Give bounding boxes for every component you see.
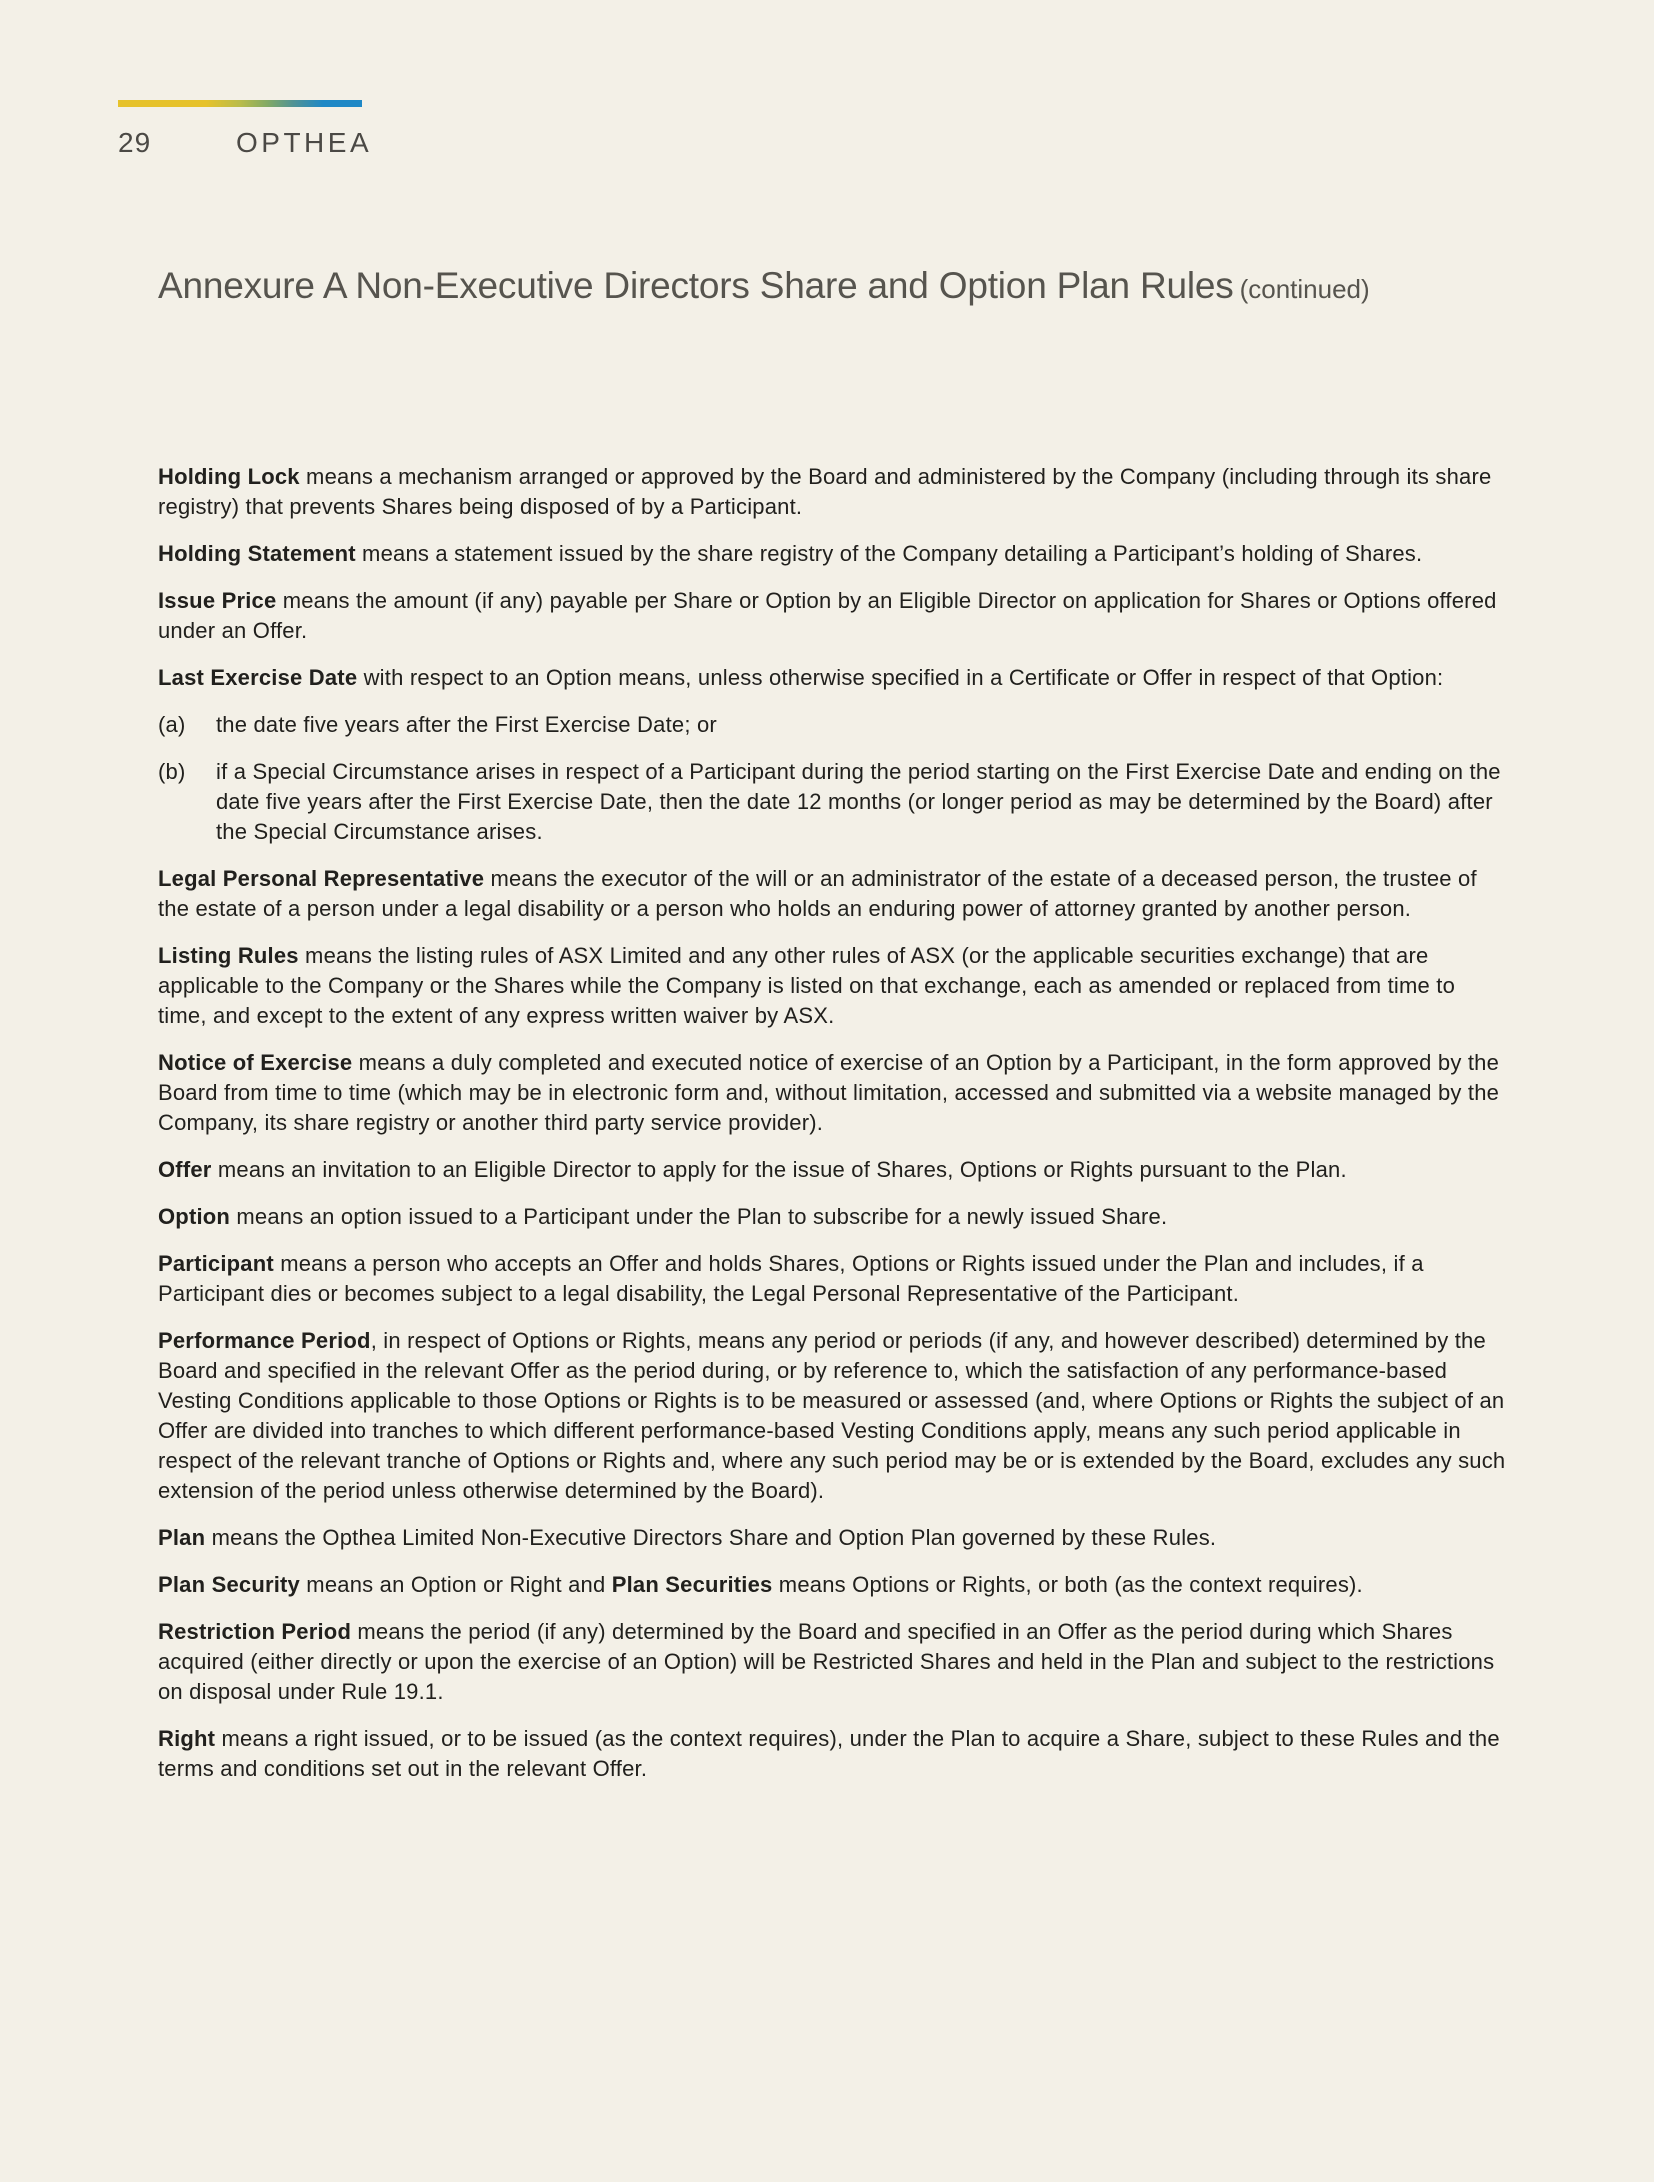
definition-text: means the executor of the will or an administrator of the estate of a deceased person, the trustee of the estate of a person under a legal disability or a person who holds an enduring power of attorney granted by another person. xyxy=(158,866,1477,921)
defined-term: Option xyxy=(158,1204,231,1229)
definition-text: with respect to an Option means, unless otherwise specified in a Certificate or Offer in respect of that Option: xyxy=(357,665,1444,690)
definition-paragraph xyxy=(158,1570,1508,1600)
definition-text: means an option issued to a Participant under the Plan to subscribe for a newly issued Share. xyxy=(230,1204,1168,1229)
definition-paragraph xyxy=(158,1724,1508,1784)
definition-list-item xyxy=(158,710,1508,740)
definition-text: means the amount (if any) payable per Share or Option by an Eligible Director on application for Shares or Options offered under an Offer. xyxy=(158,588,1497,643)
definition-text: means the listing rules of ASX Limited and any other rules of ASX (or the applicable securities exchange) that are applicable to the Company or the Shares while the Company is listed on that exchange, each as amended or replaced from time to time, and except to the extent of any express written waiver by ASX. xyxy=(158,943,1456,1028)
defined-term: Participant xyxy=(158,1251,274,1276)
definition-paragraph xyxy=(158,1617,1508,1707)
definition-paragraph xyxy=(158,864,1508,924)
definition-paragraph xyxy=(158,663,1508,693)
defined-term: Plan Security xyxy=(158,1572,300,1597)
brand-logo: OPTHEA xyxy=(236,127,373,158)
definition-paragraph xyxy=(158,941,1508,1031)
definition-text: means a mechanism arranged or approved by the Board and administered by the Company (including through its share registry) that prevents Shares being disposed of by a Participant. xyxy=(158,464,1492,519)
defined-term: Listing Rules xyxy=(158,943,299,968)
definition-paragraph xyxy=(158,1523,1508,1553)
defined-term: Holding Lock xyxy=(158,464,300,489)
definition-paragraph xyxy=(158,539,1508,569)
brand-gradient-bar xyxy=(118,100,362,107)
list-item-text: if a Special Circumstance arises in respect of a Participant during the period starting on the First Exercise Date and ending on the date five years after the First Exercise Date, then the date 12 months (or longer period as may be determined by the Board) after the Special Circumstance arises. xyxy=(216,759,1501,844)
definition-text: means a person who accepts an Offer and holds Shares, Options or Rights issued under the Plan and includes, if a Participant dies or becomes subject to a legal disability, the Legal Personal Representative of the Participant. xyxy=(158,1251,1424,1306)
defined-term: Last Exercise Date xyxy=(158,665,358,690)
definition-paragraph xyxy=(158,1155,1508,1185)
definition-text: means a duly completed and executed notice of exercise of an Option by a Participant, in the form approved by the Board from time to time (which may be in electronic form and, without limitation, accessed and submitted via a website managed by the Company, its share registry or another third party service provider). xyxy=(158,1050,1500,1135)
definition-text: means a statement issued by the share registry of the Company detailing a Participant’s holding of Shares. xyxy=(355,541,1423,566)
defined-term: Offer xyxy=(158,1157,212,1182)
defined-term: Legal Personal Representative xyxy=(158,866,485,891)
page-title-text: Annexure A Non-Executive Directors Share and Option Plan Rules xyxy=(158,265,1234,306)
definition-text: means a right issued, or to be issued (as the context requires), under the Plan to acquire a Share, subject to these Rules and the terms and conditions set out in the relevant Offer. xyxy=(158,1726,1500,1781)
definition-paragraph xyxy=(158,462,1508,522)
list-item-text: the date five years after the First Exercise Date; or xyxy=(216,712,717,737)
definition-text: , in respect of Options or Rights, means any period or periods (if any, and however described) determined by the Board and specified in the relevant Offer as the period during, or by reference to, which the satisfaction of any performance-based Vesting Conditions applicable to those Options or Rights is to be measured or assessed (and, where Options or Rights the subject of an Offer are divided into tranches to which different performance-based Vesting Conditions apply, means any such period applicable in respect of the relevant tranche of Options or Rights and, where any such period may be or is extended by the Board, excludes any such extension of the period unless otherwise determined by the Board). xyxy=(158,1328,1506,1503)
page-number: 29 xyxy=(118,127,152,158)
defined-term: Issue Price xyxy=(158,588,277,613)
definition-paragraph xyxy=(158,1048,1508,1138)
definition-paragraph xyxy=(158,1202,1508,1232)
definition-paragraph xyxy=(158,1249,1508,1309)
defined-term: Plan Securities xyxy=(611,1572,773,1597)
defined-term: Notice of Exercise xyxy=(158,1050,353,1075)
defined-term: Right xyxy=(158,1726,216,1751)
definition-text: means the period (if any) determined by the Board and specified in an Offer as the period during which Shares acquired (either directly or upon the exercise of an Option) will be Restricted Shares and held in the Plan and subject to the restrictions on disposal under Rule 19.1. xyxy=(158,1619,1495,1704)
definition-text: means the Opthea Limited Non-Executive Directors Share and Option Plan governed by these Rules. xyxy=(205,1525,1217,1550)
definition-paragraph xyxy=(158,586,1508,646)
list-item-label: (a) xyxy=(158,712,186,737)
definition-text: means Options or Rights, or both (as the context requires). xyxy=(772,1572,1363,1597)
definition-paragraph xyxy=(158,1326,1508,1506)
definition-text: means an invitation to an Eligible Director to apply for the issue of Shares, Options or Rights pursuant to the Plan. xyxy=(211,1157,1347,1182)
defined-term: Plan xyxy=(158,1525,206,1550)
page-title-suffix: (continued) xyxy=(1239,274,1370,304)
definition-list-item xyxy=(158,757,1508,847)
definitions-list xyxy=(158,462,1508,1801)
defined-term: Holding Statement xyxy=(158,541,356,566)
defined-term: Performance Period xyxy=(158,1328,371,1353)
list-item-label: (b) xyxy=(158,759,186,784)
defined-term: Restriction Period xyxy=(158,1619,352,1644)
definition-text: means an Option or Right and xyxy=(300,1572,612,1597)
page-title xyxy=(158,264,1538,311)
